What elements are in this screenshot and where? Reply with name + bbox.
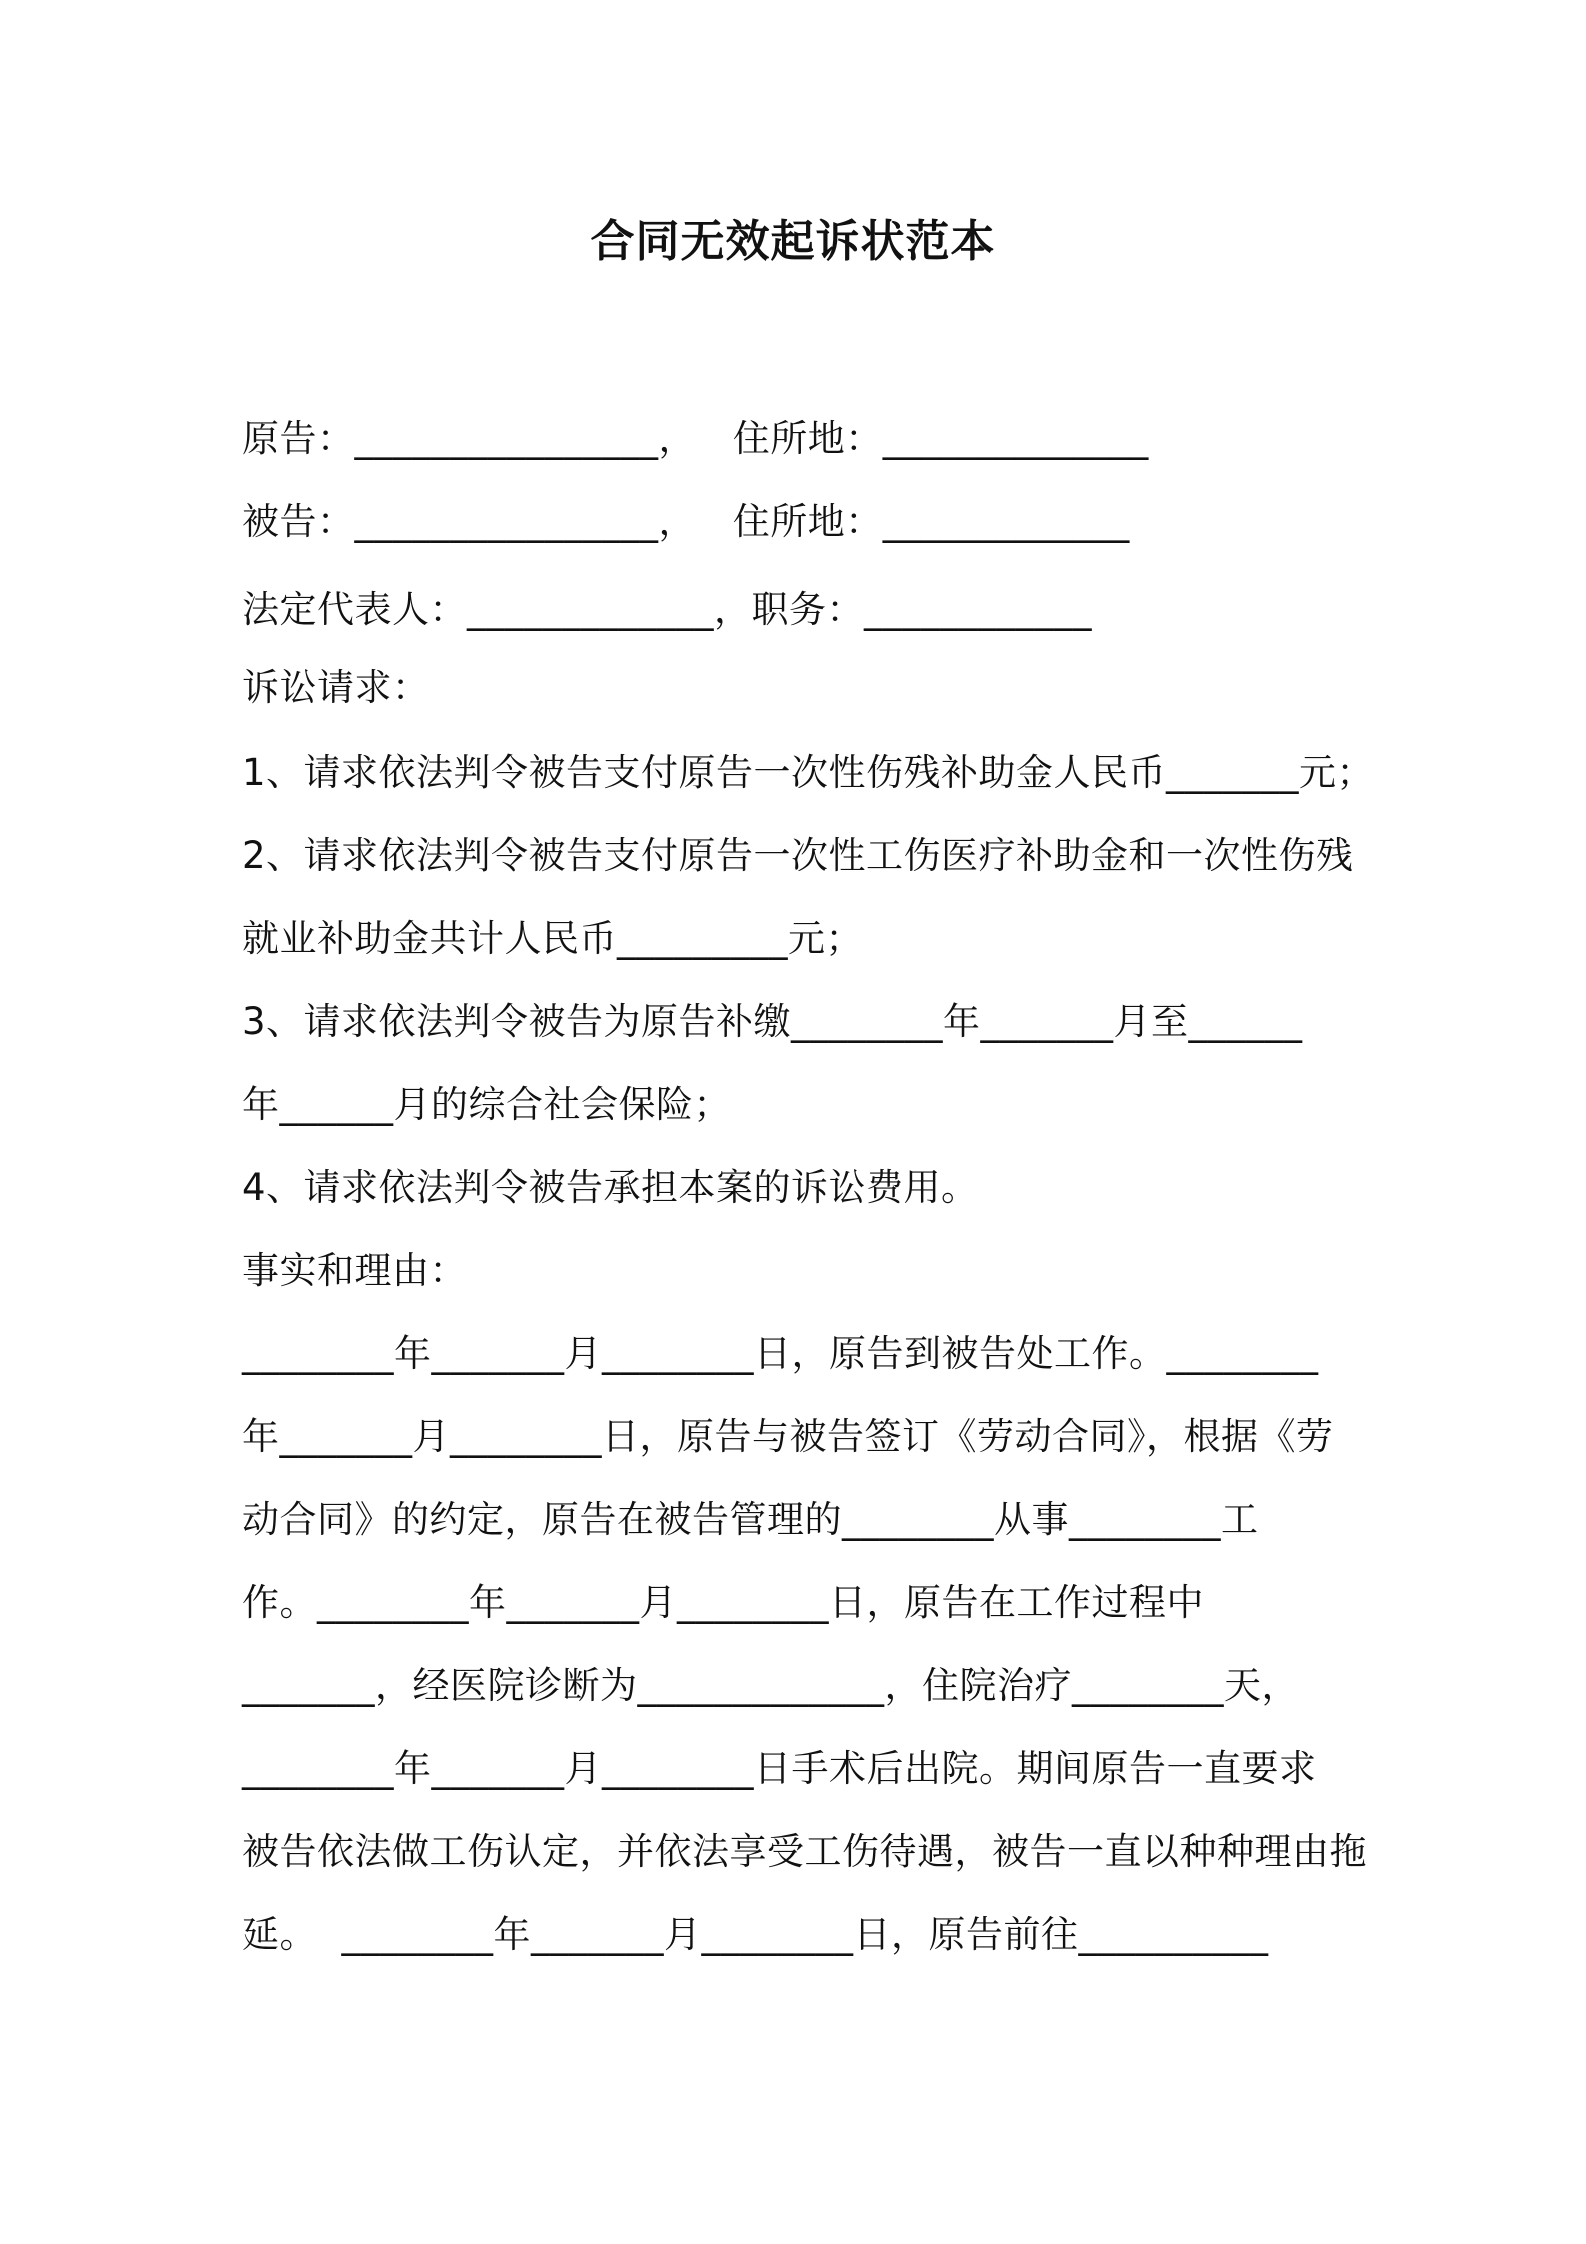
facts-heading: 事实和理由：: [242, 1249, 467, 1292]
facts-line-6: ________年_______月________日手术后出院。期间原告一直要求: [242, 1747, 1317, 1790]
defendant-line: 被告：________________， 住所地：_____________: [242, 500, 1130, 543]
facts-line-7: 被告依法做工伤认定，并依法享受工伤待遇，被告一直以种种理由拖: [242, 1830, 1367, 1873]
claim-4: 4、请求依法判令被告承担本案的诉讼费用。: [242, 1166, 979, 1209]
claim-2-line-2: 就业补助金共计人民币_________元；: [242, 917, 863, 960]
claim-2-line-1: 2、请求依法判令被告支付原告一次性工伤医疗补助金和一次性伤残: [242, 834, 1354, 877]
facts-line-8: 延。 ________年_______月________日，原告前往__________: [242, 1913, 1269, 1956]
claims-heading: 诉讼请求：: [242, 666, 430, 709]
facts-line-1: ________年_______月________日，原告到被告处工作。________: [242, 1332, 1319, 1375]
legal-representative-line: 法定代表人：_____________，职务：____________: [242, 588, 1092, 631]
document-title: 合同无效起诉状范本: [590, 216, 996, 267]
claim-3-line-2: 年______月的综合社会保险；: [242, 1083, 731, 1126]
facts-line-5: _______，经医院诊断为_____________，住院治疗________天，: [242, 1664, 1299, 1707]
facts-line-4: 作。________年_______月________日，原告在工作过程中: [242, 1581, 1204, 1624]
facts-line-2: 年_______月________日，原告与被告签订《劳动合同》，根据《劳: [242, 1415, 1334, 1458]
plaintiff-line: 原告：________________， 住所地：______________: [242, 417, 1149, 460]
claim-1: 1、请求依法判令被告支付原告一次性伤残补助金人民币_______元；: [242, 751, 1375, 794]
claim-3-line-1: 3、请求依法判令被告为原告补缴________年_______月至______: [242, 1000, 1303, 1043]
facts-line-3: 动合同》的约定，原告在被告管理的________从事________工: [242, 1498, 1259, 1541]
